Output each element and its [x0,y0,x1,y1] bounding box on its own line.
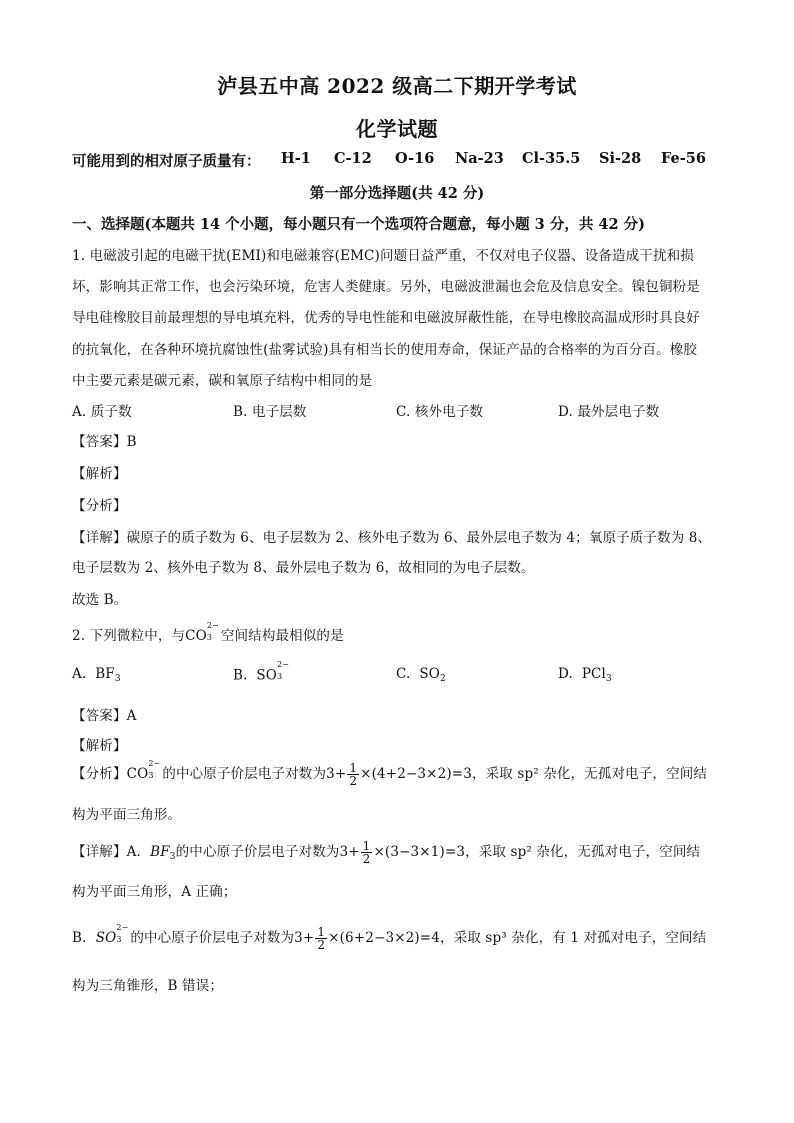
atomic-mass-item: Na-23 [455,150,504,167]
exam-title: 泸县五中高 2022 级高二下期开学考试 [217,74,577,98]
q2-detail-b-line2: 构为三角锥形，B 错误； [72,978,224,994]
detail-expr: 3+ [294,930,315,946]
fenxi-label: 【分析】 [72,766,127,782]
q2-stem-post: 空间结构最相似的是 [220,628,344,644]
option-label: A. [72,666,87,682]
option-formula: PCl [581,666,607,682]
q1-stem-line: 导电硅橡胶目前最理想的导电填充料，优秀的导电性能和电磁波屏蔽性能，在导电橡胶高温成形时具良好 [72,310,700,326]
fenxi-ion: CO [126,766,149,782]
q2-stem [72,620,344,644]
detail-text: ，采取 sp³ 杂化，有 1 对孤对电子，空间结 [440,930,707,946]
q1-option-d: D. 最外层电子数 [558,404,660,420]
detail-formula-charge: 2− [116,922,129,932]
subject-title: 化学试题 [356,117,438,141]
fraction-numerator: 1 [349,761,358,775]
q2-analysis-label: 【解析】 [72,738,127,754]
atomic-mass-item: O-16 [395,150,435,167]
q1-detail-line: 电子层数为 2、核外电子数为 8、最外层电子数为 6，故相同的为电子层数。 [72,560,535,576]
q2-answer: 【答案】A [72,708,137,724]
q1-option-c: C. 核外电子数 [396,404,484,420]
detail-label: B． [72,930,96,946]
atomic-mass-item: Cl-35.5 [522,150,581,167]
q2-stem-ion: CO [185,628,207,644]
option-formula-charge: 2− [277,660,290,669]
q2-detail-a-line2: 构为平面三角形，A 正确； [72,884,237,900]
q2-option-d [558,666,612,684]
q2-fenxi-line2: 构为平面三角形。 [72,807,182,823]
q1-detail-line: 【详解】碳原子的质子数为 6、电子层数为 2、核外电子数为 6、最外层电子数为 4；氧原子质子数为 8、 [72,530,712,546]
q2-fenxi-line [72,758,708,788]
option-label: B. [233,667,248,684]
detail-expr: 3+ [339,844,360,860]
detail-label: 【详解】A． [72,844,151,860]
q1-analysis-label: 【解析】 [72,466,127,482]
q1-stem-line: 1. 电磁波引起的电磁干扰(EMI)和电磁兼容(EMC)问题日益严重，不仅对电子仪器、设备造成干扰和损 [72,248,694,264]
option-formula-sub: 3 [114,674,121,684]
option-formula-sub: 3 [606,674,612,684]
detail-formula-sub: 3 [169,852,176,862]
detail-expr: ×(6+2−3×2)=4 [328,930,441,946]
fenxi-ion-sub: 3 [148,770,154,780]
detail-expr: ×(3−3×1)=3 [373,844,466,860]
detail-text: ，采取 sp² 杂化，无孤对电子，空间结 [465,844,701,860]
q1-option-b: B. 电子层数 [233,404,307,420]
detail-text: 的中心原子价层电子对数为 [130,930,295,946]
q1-stem-line: 中主要元素是碳元素，碳和氧原子结构中相同的是 [72,373,373,389]
fraction [347,762,359,787]
fraction-denominator: 2 [362,852,371,866]
fraction-numerator: 1 [362,839,371,853]
atomic-masses-label: 可能用到的相对原子质量有： [72,153,261,170]
fraction [315,926,327,951]
fenxi-expr: 3+ [326,766,347,782]
option-formula: BF [95,666,115,682]
section-title: 一、选择题(本题共 14 个小题，每小题只有一个选项符合题意，每小题 3 分，共 42 分) [72,216,645,233]
q1-conclusion: 故选 B。 [72,592,128,608]
atomic-mass-item: Si-28 [599,150,642,167]
atomic-mass-item: C-12 [334,150,372,167]
option-formula-sub: 2 [439,674,446,684]
q1-stem-line: 坏，影响其正常工作，也会污染环境，危害人类健康。另外，电磁波泄漏也会危及信息安全。镍包铜粉是 [72,279,700,295]
fraction-denominator: 2 [317,938,326,952]
detail-text: 的中心原子价层电子对数为 [175,844,340,860]
atomic-mass-item: Fe-56 [661,150,706,167]
q2-option-b [233,660,291,684]
option-formula: SO [256,667,278,684]
option-formula-sub: 3 [277,672,283,681]
atomic-mass-item: H-1 [281,150,311,167]
fraction [361,840,373,865]
q2-stem-ion-sub: 3 [206,632,213,642]
q1-option-a: A. 质子数 [72,404,132,420]
q1-answer: 【答案】B [72,434,137,450]
fraction-numerator: 1 [317,925,326,939]
option-formula: SO [419,666,440,682]
q2-option-a [72,666,121,684]
fenxi-expr: ×(4+2−3×2)=3 [360,766,472,782]
q2-option-c [396,666,446,684]
option-label: D. [558,666,573,682]
fenxi-ion-charge: 2− [148,758,161,768]
option-label: C. [396,666,411,682]
fenxi-text: 的中心原子价层电子对数为 [162,766,327,782]
fraction-denominator: 2 [349,774,358,788]
part-title: 第一部分选择题(共 42 分) [309,185,485,202]
detail-formula: SO [95,930,117,946]
q2-detail-a-line [72,840,700,865]
q2-stem-pre: 2. 下列微粒中，与 [72,628,186,644]
detail-formula-sub: 3 [116,934,122,944]
q2-stem-ion-charge: 2− [206,620,219,630]
q2-detail-b-line [72,922,707,952]
q1-fenxi-label: 【分析】 [72,498,127,514]
q1-stem-line: 的抗氧化，在各种环境抗腐蚀性(盐雾试验)具有相当长的使用寿命，保证产品的合格率的为百分百。橡胶 [72,342,698,358]
detail-formula: BF [150,844,170,860]
fenxi-text: ，采取 sp² 杂化，无孤对电子，空间结 [471,766,708,782]
